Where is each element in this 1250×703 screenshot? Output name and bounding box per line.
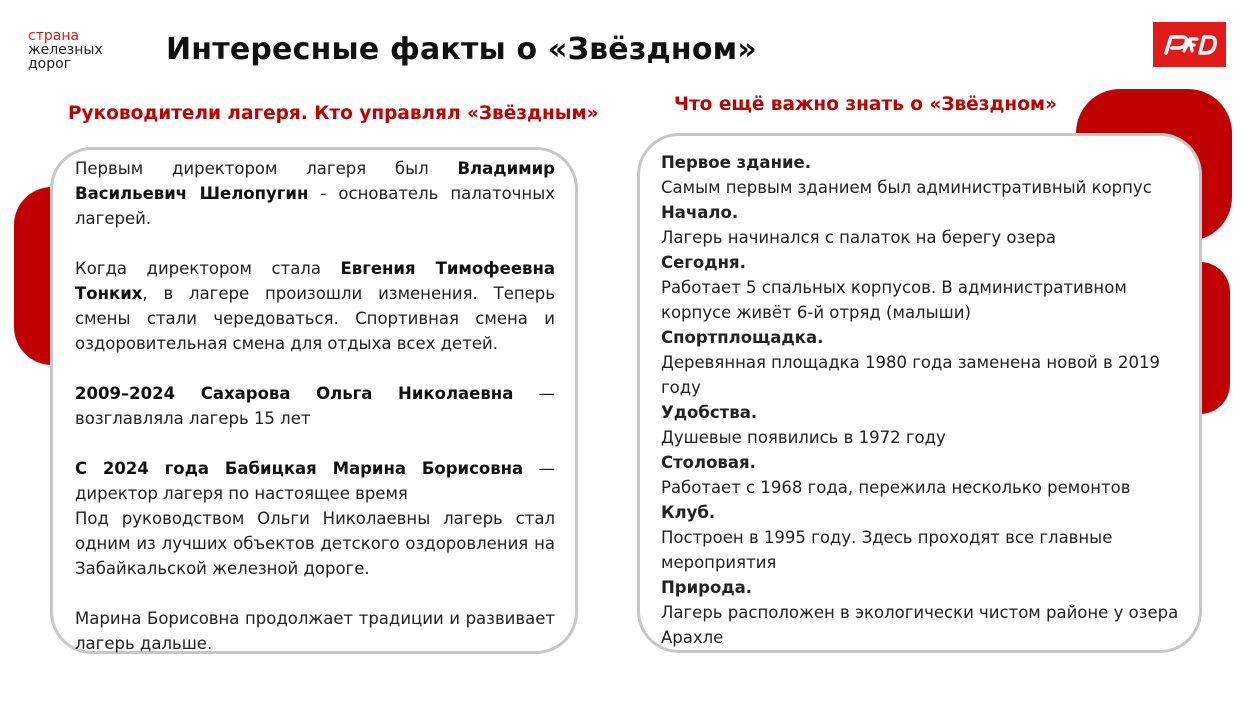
- leader-2-name: Евгения Тимофеевна Тонких: [75, 259, 555, 303]
- fact-title: Природа.: [661, 578, 753, 597]
- rzd-logo: [1153, 22, 1226, 67]
- leader-2-intro: Когда директором стала: [75, 259, 341, 278]
- fact-text: Лагерь начинался с палаток на берегу озера: [661, 228, 1057, 247]
- fact-title: Клуб.: [661, 503, 716, 522]
- leader-3-description: — возглавляла лагерь 15 лет: [75, 384, 555, 428]
- leader-4-description: — директор лагеря по настоящее время: [75, 459, 555, 503]
- fact-title: Сегодня.: [661, 253, 746, 272]
- leader-paragraph-5: Под руководством Ольги Николаевны лагерь стал одним из лучших объектов детского оздоровления на Забайкальской железной дороге.: [75, 509, 555, 578]
- spacer: [75, 581, 555, 606]
- fact-text: Деревянная площадка 1980 года заменена новой в 2019 году: [661, 353, 1160, 397]
- leader-paragraph-3: [75, 381, 555, 431]
- rzd-logo-icon: [1160, 31, 1220, 59]
- leader-1-description: - основатель палаточных лагерей.: [75, 184, 555, 228]
- leader-2-description: , в лагере произошли изменения. Теперь смены стали чередоваться. Спортивная смена и оздоровительная смена для отдыха всех детей.: [75, 284, 555, 353]
- fact-title: Первое здание.: [661, 153, 811, 172]
- facts-card: [637, 133, 1202, 653]
- spacer: [75, 231, 555, 256]
- leader-paragraph-6: Марина Борисовна продолжает традиции и развивает лагерь дальше.: [75, 609, 555, 653]
- leader-paragraph-2: [75, 256, 555, 356]
- brand-wordmark: [28, 29, 138, 71]
- fact-text: Работает 5 спальных корпусов. В административном корпусе живёт 6-й отряд (малыши): [661, 278, 1127, 322]
- right-section-heading: Что ещё важно знать о «Звёздном»: [674, 94, 1057, 115]
- fact-text: Построен в 1995 году. Здесь проходят все главные мероприятия: [661, 528, 1113, 572]
- brand-line-3: дорог: [28, 56, 72, 72]
- spacer: [75, 431, 555, 456]
- leader-1-intro: Первым директором лагеря был: [75, 159, 458, 178]
- brand-line-2: железных: [28, 42, 103, 58]
- leader-paragraph-1: [75, 156, 555, 231]
- brand-line-1: страна: [28, 28, 80, 44]
- fact-title: Удобства.: [661, 403, 758, 422]
- fact-title: Начало.: [661, 203, 739, 222]
- fact-text: Душевые появились в 1972 году: [661, 428, 946, 447]
- leader-1-name: Владимир Васильевич Шелопугин: [75, 159, 555, 203]
- spacer: [75, 356, 555, 381]
- left-section-heading: Руководители лагеря. Кто управлял «Звёздным»: [68, 103, 599, 124]
- leader-3-name: 2009–2024 Сахарова Ольга Николаевна: [75, 384, 514, 403]
- leader-paragraph-4: [75, 456, 555, 506]
- leader-4-name: С 2024 года Бабицкая Марина Борисовна: [75, 459, 524, 478]
- fact-text: Работает с 1968 года, пережила несколько ремонтов: [661, 478, 1131, 497]
- fact-title: Спортплощадка.: [661, 328, 824, 347]
- leaders-card: [50, 147, 578, 654]
- fact-text: Лагерь расположен в экологически чистом районе у озера Арахле: [661, 603, 1179, 647]
- page-title: Интересные факты о «Звёздном»: [166, 32, 757, 67]
- fact-title: Столовая.: [661, 453, 756, 472]
- fact-text: Самым первым зданием был административный корпус: [661, 178, 1152, 197]
